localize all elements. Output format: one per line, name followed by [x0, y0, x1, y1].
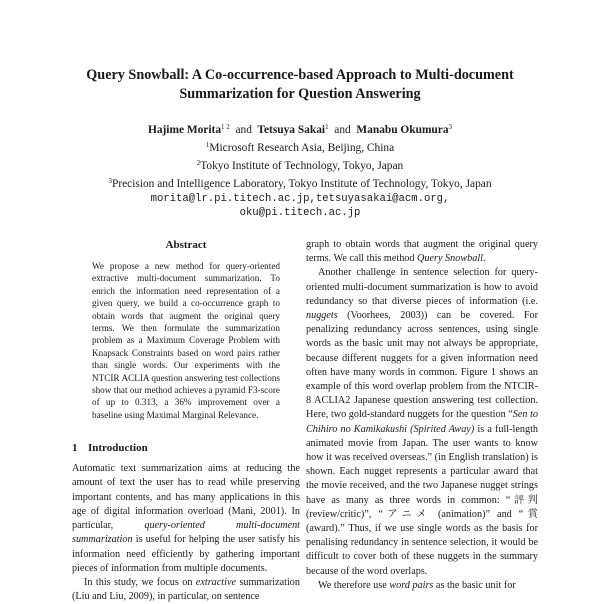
title-line-1: Query Snowball: A Co-occurrence-based Approach to Multi-document	[86, 67, 514, 83]
introduction-body	[72, 462, 300, 604]
intro-paragraph-2: In this study, we focus on extractive summarization (Liu and Liu, 2009), in particular, on sentence	[72, 576, 300, 603]
abstract-heading: Abstract	[165, 239, 207, 251]
title-line-2: Summarization for Question Answering	[179, 86, 421, 102]
intro-paragraph-1: Automatic text summarization aims at reducing the amount of text the user has to read while preserving important contents, and has many applications in this age of digital information overload (Mani, 2001). In particular, query-oriented multi-document summarization is useful for helping the user satisfy his information need efficiently by gathering important pieces of information from multiple documents.	[72, 463, 300, 574]
right-column	[306, 238, 538, 593]
affiliation-3: $^3$Precision and Intelligence Laboratory, Tokyo Institute of Technology, Tokyo, Japan	[108, 177, 492, 190]
author-1-sup: 1 2	[221, 123, 230, 131]
section-heading-introduction	[72, 441, 300, 455]
right-paragraph-3: We therefore use word pairs as the basic unit for	[318, 579, 516, 591]
author-2-sup: 1	[325, 123, 329, 131]
right-paragraph-continued: graph to obtain words that augment the original query terms. We call this method Query Snowball.	[306, 239, 538, 265]
right-column-body	[306, 238, 538, 593]
emails-line-1: morita@lr.pi.titech.ac.jp,tetsuyasakai@acm.org,	[150, 193, 450, 205]
right-paragraph-2: Another challenge in sentence selection for query-oriented multi-document summarization is how to avoid redundancy so that diverse pieces of information (i.e. nuggets (Voorhees, 2003)) can be covered. For penalizing redundancy across sentences, using single words as the basic unit may not always be appropriate, because different nuggets for a given information need often have many words in common. Figure 1 shows an example of this word overlap problem from the NTCIR-8 ACLIA2 Japanese question answering test collection. Here, two gold-standard nuggets for the question “Sen to Chihiro no Kamikakushi (Spirited Away) is a full-length animated movie from Japan. The user wants to know how it was received overseas.” (in English translation) is shown. Each nugget represents a particular award that the movie received, and the two Japanese nugget strings have as many as three words in common: “評判 (review/critic)”, “アニメ (animation)” and “賞 (award).” Thus, if we use single words as the basis for penalising redundancy in sentence selection, it would be difficult to cover both of these nuggets in the summary because of the word overlaps.	[306, 267, 538, 577]
author-3: Manabu Okumura	[356, 124, 449, 136]
left-column	[72, 238, 300, 604]
author-names	[40, 120, 560, 138]
emails-line-2: oku@pi.titech.ac.jp	[239, 207, 361, 219]
author-3-sup: 3	[448, 123, 453, 131]
author-block	[40, 120, 560, 220]
paper-title	[40, 66, 560, 104]
and-1: and	[235, 124, 252, 136]
and-2: and	[334, 124, 351, 136]
affiliation-1: $^1$Microsoft Research Asia, Beijing, China	[205, 141, 395, 154]
author-2: Tetsuya Sakai	[257, 124, 326, 136]
section-number: 1	[72, 442, 78, 455]
affiliation-2: $^2$Tokyo Institute of Technology, Tokyo, Japan	[196, 159, 404, 172]
author-1: Hajime Morita	[147, 124, 222, 136]
abstract-body	[92, 260, 280, 421]
abstract-text: We propose a new method for query-oriented extractive multi-document summarization. To enrich the information need representation of a given query, we build a co-occurrence graph to obtain words that augment the original query terms. We then formulate the summarization problem as a Maximum Coverage Problem with Knapsack Constraints based on word pairs rather than single words. Our experiments with the NTCIR ACLIA question answering test collections show that our method achieves a pyramid F3-score of up to 0.313, a 36% improvement over a baseline using Maximal Marginal Relevance.	[92, 261, 280, 420]
section-title: Introduction	[88, 442, 148, 455]
